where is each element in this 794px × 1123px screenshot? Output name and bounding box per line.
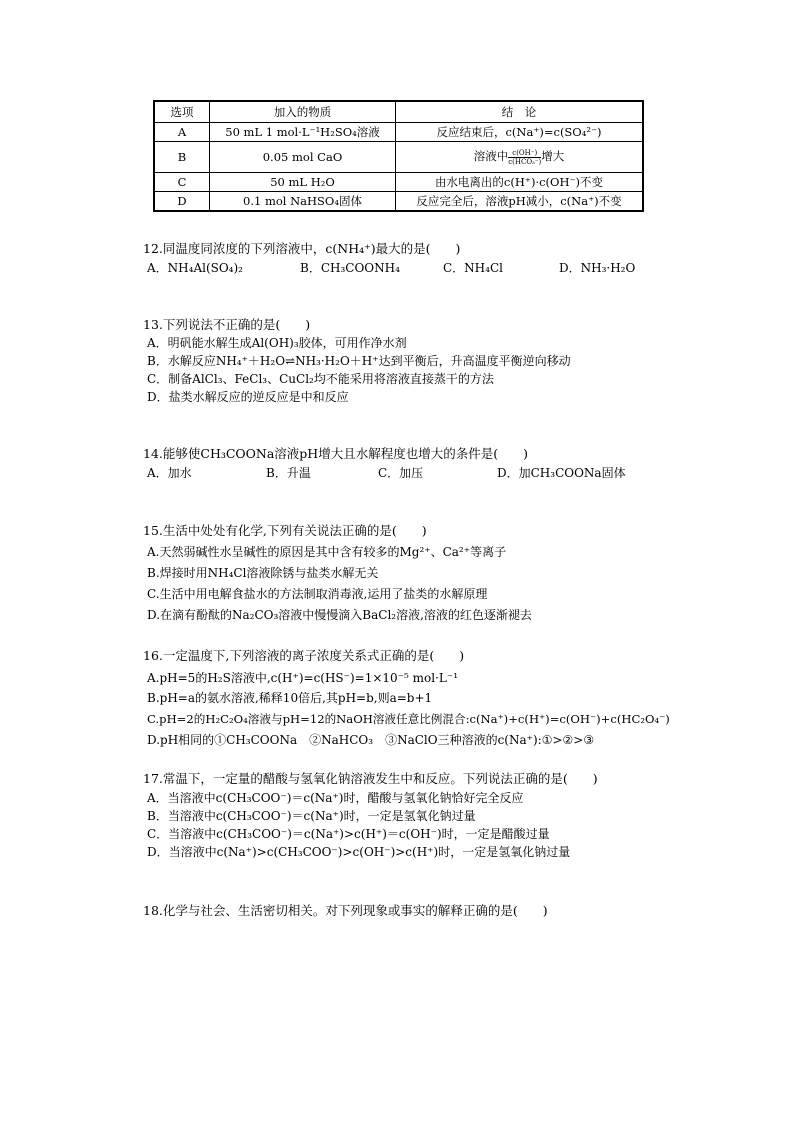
option-b: B.焊接时用NH₄Cl溶液除锈与盐类水解无关 bbox=[147, 566, 379, 580]
option-c: C．NH₄Cl bbox=[443, 261, 503, 275]
option-c: C．加压 bbox=[378, 466, 424, 480]
cell-conclusion: 反应完全后，溶液pH减小，c(Na⁺)不变 bbox=[396, 192, 644, 212]
option-b: B．CH₃COONH₄ bbox=[300, 261, 400, 275]
question-18-stem: 18.化学与社会、生活密切相关。对下列现象或事实的解释正确的是( ) bbox=[143, 903, 548, 918]
question-15-stem: 15.生活中处处有化学,下列有关说法正确的是( ) bbox=[143, 523, 427, 538]
cell-conclusion bbox=[396, 142, 644, 173]
option-a: A．当溶液中c(CH₃COO⁻)＝c(Na⁺)时，醋酸与氢氧化钠恰好完全反应 bbox=[147, 791, 524, 805]
question-17-stem: 17.常温下，一定量的醋酸与氢氧化钠溶液发生中和反应。下列说法正确的是( ) bbox=[143, 771, 598, 786]
option-d: D．加CH₃COONa固体 bbox=[497, 466, 626, 480]
option-b: B．水解反应NH₄⁺＋H₂O⇌NH₃·H₂O＋H⁺达到平衡后，升高温度平衡逆向移动 bbox=[147, 354, 571, 368]
option-c: C.pH=2的H₂C₂O₄溶液与pH=12的NaOH溶液任意比例混合:c(Na⁺)+c(H⁺)=c(OH⁻)+c(HC₂O₄⁻) bbox=[147, 712, 670, 726]
option-c: C．当溶液中c(CH₃COO⁻)＝c(Na⁺)>c(H⁺)＝c(OH⁻)时，一定是醋酸过量 bbox=[147, 827, 550, 841]
cell-conclusion: 反应结束后，c(Na⁺)=c(SO₄²⁻) bbox=[396, 123, 644, 142]
cell-option: A bbox=[154, 123, 210, 142]
option-a: A.pH=5的H₂S溶液中,c(H⁺)=c(HS⁻)=1×10⁻⁵ mol·L⁻¹ bbox=[147, 671, 459, 685]
table-header-row bbox=[154, 101, 643, 123]
cell-substance: 0.1 mol NaHSO₄固体 bbox=[210, 192, 396, 212]
question-16-stem: 16.一定温度下,下列溶液的离子浓度关系式正确的是( ) bbox=[143, 648, 465, 663]
table-row bbox=[154, 142, 643, 173]
options-table bbox=[153, 100, 644, 212]
option-b: B．升温 bbox=[266, 466, 311, 480]
option-a: A.天然弱碱性水呈碱性的原因是其中含有较多的Mg²⁺、Ca²⁺等离子 bbox=[147, 545, 507, 559]
question-12-stem: 12.同温度同浓度的下列溶液中，c(NH₄⁺)最大的是( ) bbox=[143, 241, 461, 256]
table-row bbox=[154, 192, 643, 212]
question-13-stem: 13.下列说法不正确的是( ) bbox=[143, 317, 311, 332]
option-d: D．盐类水解反应的逆反应是中和反应 bbox=[147, 390, 349, 404]
cell-substance: 50 mL H₂O bbox=[210, 173, 396, 192]
cell-conclusion: 由水电离出的c(H⁺)·c(OH⁻)不变 bbox=[396, 173, 644, 192]
fraction-numerator: c(OH⁻) bbox=[508, 149, 541, 158]
header-substance: 加入的物质 bbox=[210, 101, 396, 123]
option-d: D.pH相同的①CH₃COONa ②NaHCO₃ ③NaClO三种溶液的c(Na⁺):①>②>③ bbox=[147, 733, 595, 747]
option-c: C．制备AlCl₃、FeCl₃、CuCl₂均不能采用将溶液直接蒸干的方法 bbox=[147, 372, 494, 386]
cell-option: B bbox=[154, 142, 210, 173]
option-c: C.生活中用电解食盐水的方法制取消毒液,运用了盐类的水解原理 bbox=[147, 587, 488, 601]
option-d: D．NH₃·H₂O bbox=[559, 261, 636, 275]
option-d: D．当溶液中c(Na⁺)>c(CH₃COO⁻)>c(OH⁻)>c(H⁺)时，一定是氢氧化钠过量 bbox=[147, 845, 571, 859]
header-option: 选项 bbox=[154, 101, 210, 123]
fraction bbox=[508, 149, 541, 166]
cell-option: C bbox=[154, 173, 210, 192]
cell-option: D bbox=[154, 192, 210, 212]
option-b: B.pH=a的氨水溶液,稀释10倍后,其pH=b,则a=b+1 bbox=[147, 691, 433, 705]
option-b: B．当溶液中c(CH₃COO⁻)＝c(Na⁺)时，一定是氢氧化钠过量 bbox=[147, 809, 476, 823]
cell-substance: 0.05 mol CaO bbox=[210, 142, 396, 173]
option-a: A．NH₄Al(SO₄)₂ bbox=[147, 261, 243, 275]
conclusion-prefix: 溶液中 bbox=[473, 149, 509, 164]
option-d: D.在滴有酚酞的Na₂CO₃溶液中慢慢滴入BaCl₂溶液,溶液的红色逐渐褪去 bbox=[147, 608, 532, 622]
option-a: A．明矾能水解生成Al(OH)₃胶体，可用作净水剂 bbox=[147, 336, 407, 350]
conclusion-suffix: 增大 bbox=[541, 149, 565, 164]
question-14-stem: 14.能够使CH₃COONa溶液pH增大且水解程度也增大的条件是( ) bbox=[143, 446, 528, 461]
header-conclusion: 结 论 bbox=[396, 101, 644, 123]
option-a: A．加水 bbox=[147, 466, 192, 480]
cell-substance: 50 mL 1 mol·L⁻¹H₂SO₄溶液 bbox=[210, 123, 396, 142]
fraction-denominator: c(HCO₃⁻) bbox=[508, 157, 542, 166]
table-row bbox=[154, 123, 643, 142]
table-row bbox=[154, 173, 643, 192]
